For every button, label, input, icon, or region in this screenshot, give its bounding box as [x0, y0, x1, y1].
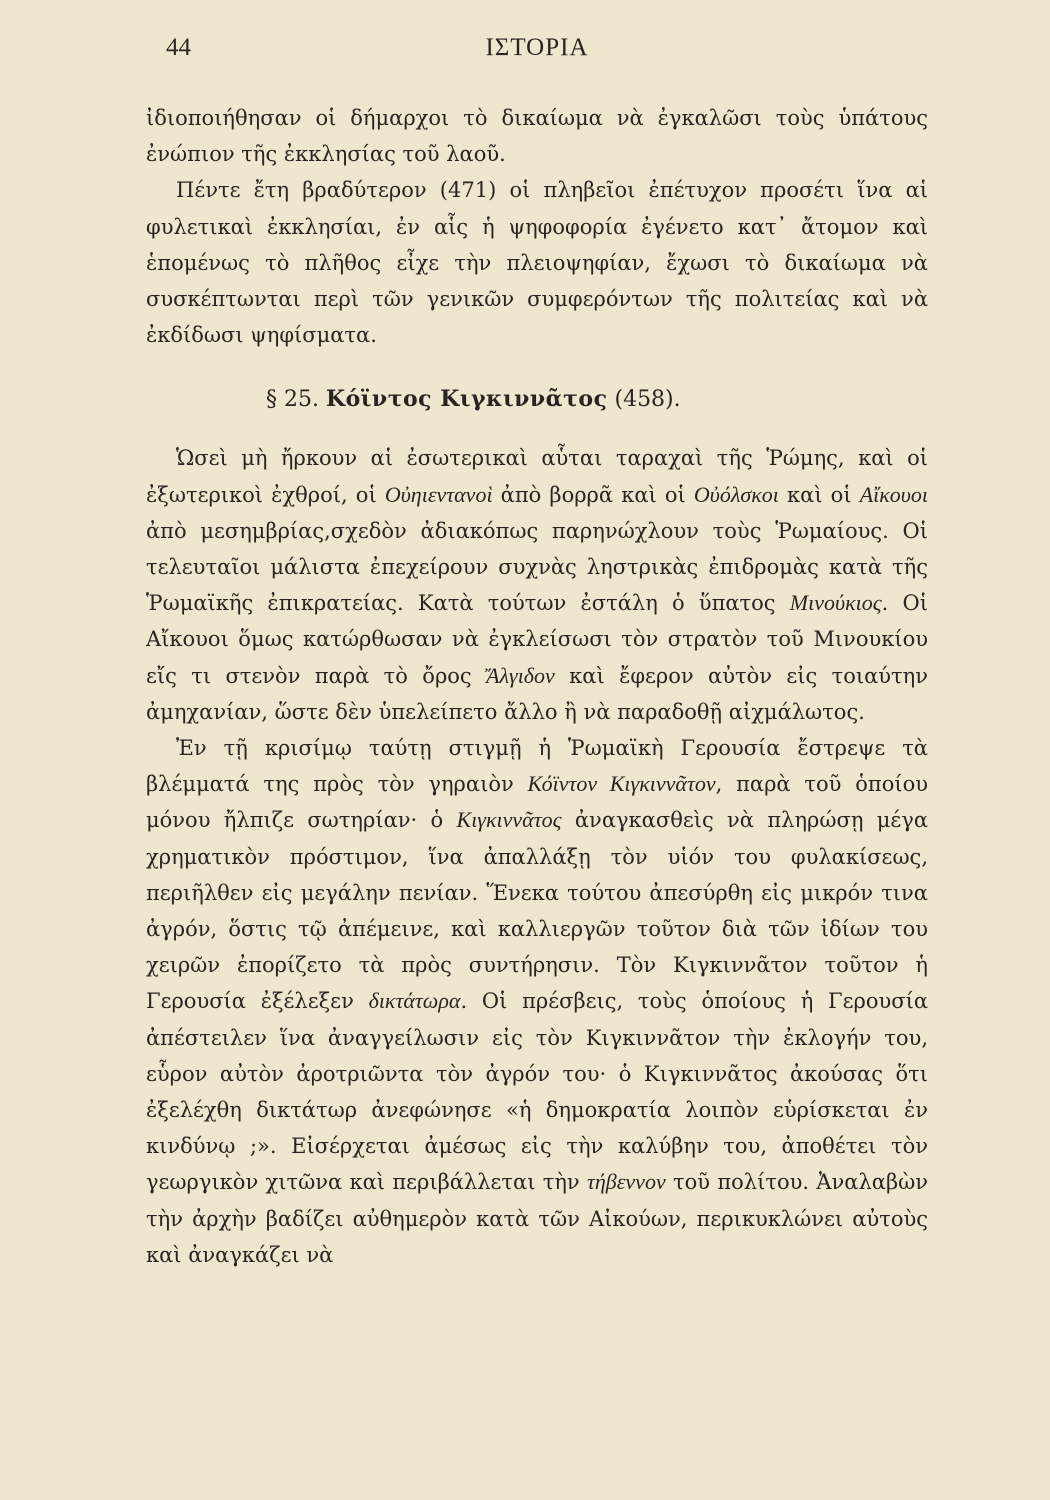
section-name: Κόϊντος Κιγκιννᾶτος: [325, 386, 608, 413]
body-text: [146, 100, 928, 1273]
name-volsci: Οὐόλσκοι: [693, 481, 779, 507]
paragraph-4-text-3: ἀναγκασθεὶς νὰ πληρώσῃ μέγα χρηματικὸν πρόστιμον, ἵνα ἀπαλλάξῃ τὸν υἱόν του φυλακίσεως, περιῆλθεν εἰς μεγάλην πενίαν. Ἕνεκα τούτου ἀπεσύρθη εἰς μικρόν τινα ἀγρόν, ὅστις τῷ ἀπέμεινε, καὶ καλλιεργῶν τοῦτον διὰ τῶν ἰδίων του χειρῶν ἐπορίζετο τὰ πρὸς συντήρησιν. Τὸν Κιγκιννᾶτον τοῦτον ἡ Γερουσία ἐξέλεξεν: [146, 808, 929, 1014]
section-mark: § 25.: [266, 387, 319, 413]
paragraph-3-text-4: ἀπὸ μεσημβρίας,σχεδὸν ἀδιακόπως παρηνώχλουν τοὺς Ῥωμαίους. Οἱ τελευταῖοι μάλιστα ἐπεχείρουν συχνὰς ληστρικὰς ἐπιδρομὰς κατὰ τῆς Ῥωμαϊκῆς ἐπικρατείας. Κατὰ τούτων ἐστάλη ὁ ὕπατος: [146, 518, 928, 616]
paragraph-3-text-1: Ὡσεὶ μὴ ἤρκουν αἱ ἐσωτερικαὶ αὗται ταραχαὶ τῆς Ῥώμης, καὶ οἱ ἐξωτερικοὶ ἐχθροί, οἱ: [146, 446, 928, 507]
name-algidus: Ἄλγιδον: [486, 662, 555, 688]
page-title: ΙΣΤΟΡΙΑ: [485, 34, 589, 61]
name-cincinnatus: Κιγκιννᾶτος: [456, 807, 562, 833]
paragraph-2: [146, 172, 928, 353]
section-heading: [146, 381, 928, 418]
running-head: [146, 34, 928, 74]
paragraph-4-text-5: τοῦ πολίτου. Ἀναλαβὼν τὴν ἀρχὴν βαδίζει αὐθημερὸν κατὰ τῶν Αἰκούων, περικυκλώνει αὐτοὺς καὶ ἀναγκάζει νὰ: [146, 1170, 928, 1267]
paragraph-1: [146, 100, 928, 172]
term-toga: τήβεννον: [587, 1169, 666, 1195]
page-number: 44: [166, 34, 191, 61]
name-aequi: Αἴκουοι: [859, 481, 929, 507]
paragraph-4-text-4: . Οἱ πρέσβεις, τοὺς ὁποίους ἡ Γερουσία ἀπέστειλεν ἵνα ἀναγγείλωσιν εἰς τὸν Κιγκιννᾶτον τὴν ἐκλογήν του, εὗρον αὐτὸν ἀροτριῶντα τὸν ἀγρόν του· ὁ Κιγκιννᾶτος ἀκούσας ὅτι ἐξελέχθη δικτάτωρ ἀνεφώνησε «ἡ δημοκρατία λοιπὸν εὑρίσκεται ἐν κινδύνῳ ;». Εἰσέρχεται ἀμέσως εἰς τὴν καλύβην του, ἀποθέτει τὸν γεωργικὸν χιτῶνα καὶ περιβάλλεται τὴν: [146, 989, 928, 1195]
paragraph-1-text: ἰδιοποιήθησαν οἱ δήμαρχοι τὸ δικαίωμα νὰ ἐγκαλῶσι τοὺς ὑπάτους ἐνώπιον τῆς ἐκκλησίας τοῦ λαοῦ.: [146, 106, 928, 167]
paragraph-4-text-2: , παρὰ τοῦ ὁποίου μόνου ἤλπιζε σωτηρίαν· ὁ: [146, 772, 928, 833]
paragraph-3-text-5: . Οἱ Αἴκουοι ὅμως κατώρθωσαν νὰ ἐγκλείσωσι τὸν στρατὸν τοῦ Μινουκίου εἴς τι στενὸν παρὰ τὸ ὄρος: [146, 591, 928, 688]
paragraph-4-text-1: Ἐν τῇ κρισίμῳ ταύτῃ στιγμῇ ἡ Ῥωμαϊκὴ Γερουσία ἔστρεψε τὰ βλέμματά της πρὸς τὸν γηραιὸν: [146, 736, 928, 797]
term-dictator: δικτάτωρα: [368, 988, 461, 1014]
section-year: (458).: [614, 387, 681, 413]
paragraph-3-text-3: καὶ οἱ: [778, 482, 860, 507]
paragraph-4: [146, 730, 928, 1273]
paragraph-3-text-6: καὶ ἔφερον αὐτὸν εἰς τοιαύτην ἀμηχανίαν, ὥστε δὲν ὑπελείπετο ἄλλο ἢ νὰ παραδοθῇ αἰχμάλωτος.: [146, 663, 929, 724]
paragraph-3-text-2: ἀπὸ βορρᾶ καὶ οἱ: [492, 482, 694, 507]
paragraph-3: [146, 440, 928, 730]
name-minucius: Μινούκιος: [789, 590, 882, 616]
paragraph-2-text: Πέντε ἔτη βραδύτερον (471) οἱ πληβεῖοι ἐπέτυχον προσέτι ἵνα αἱ φυλετικαὶ ἐκκλησίαι, ἐν αἷς ἡ ψηφοφορία ἐγένετο κατ᾽ ἄτομον καὶ ἑπομένως τὸ πλῆθος εἶχε τὴν πλειοψηφίαν, ἔχωσι τὸ δικαίωμα νὰ συσκέπτωνται περὶ τῶν γενικῶν συμφερόντων τῆς πολιτείας καὶ νὰ ἐκδίδωσι ψηφίσματα.: [146, 178, 928, 348]
name-veientes: Οὐηιεντανοὶ: [384, 481, 493, 507]
name-quinctius-cincinnatus: Κόϊντον Κιγκιννᾶτον: [527, 771, 716, 797]
